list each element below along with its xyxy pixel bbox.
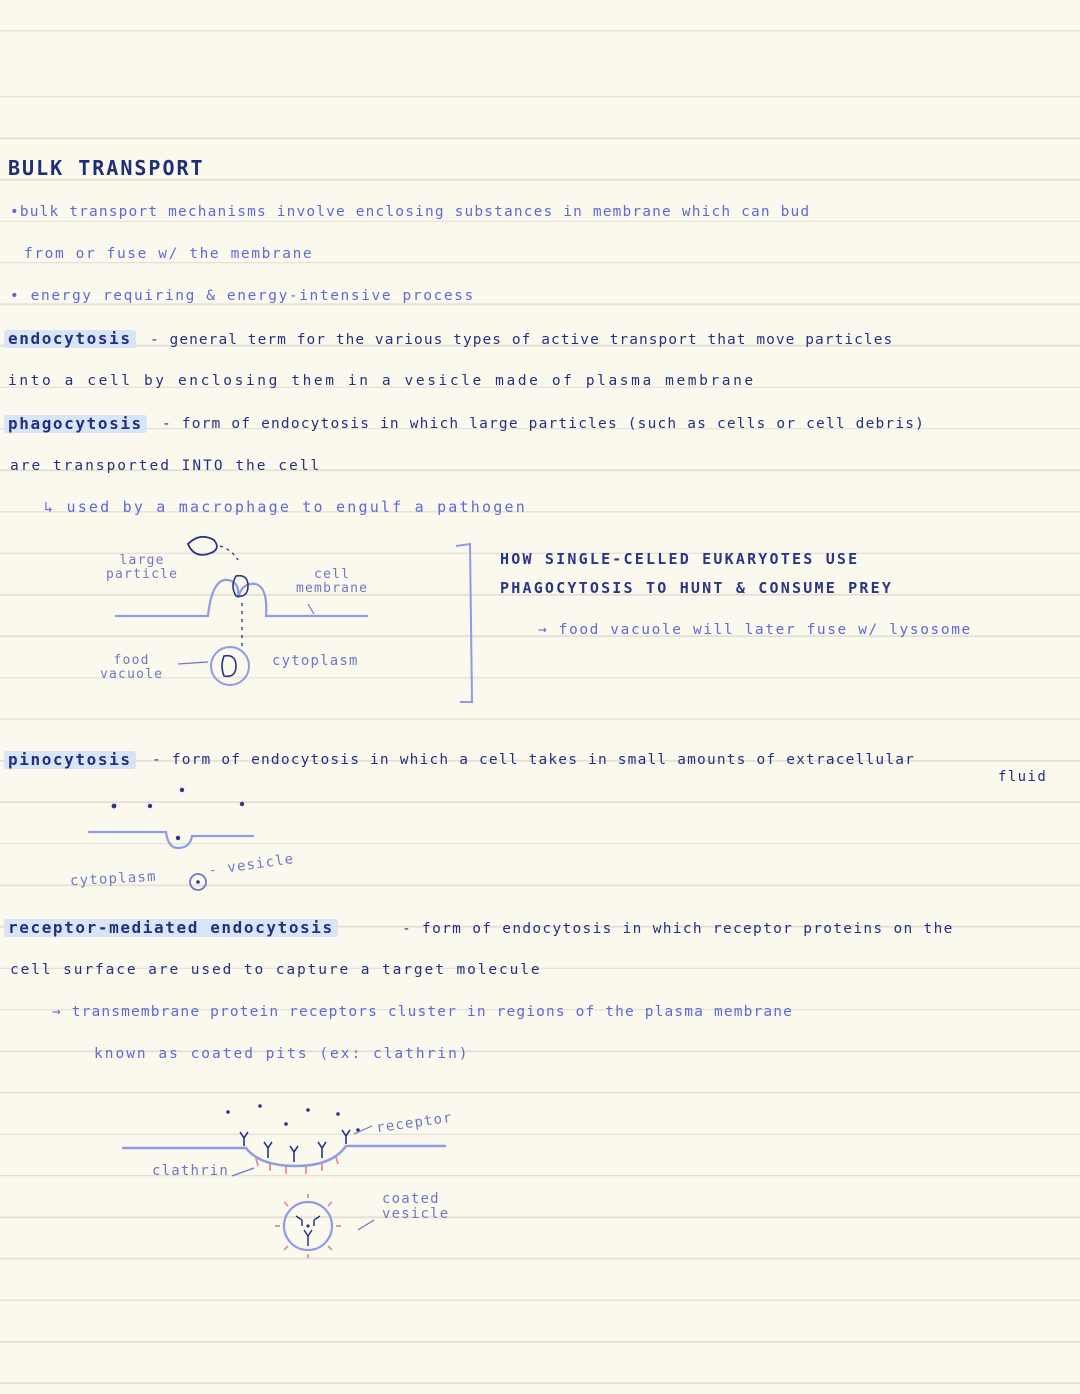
intro-line-2: from or fuse w/ the membrane [24,246,314,262]
endocytosis-line-1: - general term for the various types of active transport that move particles [150,332,894,348]
side-note-line-2: PHAGOCYTOSIS TO HUNT & CONSUME PREY [500,579,894,597]
label-food-vacuole-line-2: vacuole [100,666,164,682]
label-receptor: receptor [375,1109,454,1137]
bracket [450,538,480,708]
label-cytoplasm-phago: cytoplasm [272,653,359,669]
label-food-vacuole-line-1: food [113,653,150,668]
term-phagocytosis: phagocytosis [4,415,147,433]
term-endocytosis: endocytosis [4,330,136,348]
receptor-line-1: - form of endocytosis in which receptor proteins on the [402,921,954,937]
side-note-line-3: → food vacuole will later fuse w/ lysosome [538,622,972,638]
receptor-line-4: known as coated pits (ex: clathrin) [94,1046,470,1062]
receptor-line-3: → transmembrane protein receptors cluster in regions of the plasma membrane [52,1004,793,1020]
side-note-line-1: HOW SINGLE-CELLED EUKARYOTES USE [500,550,860,568]
pinocytosis-diagram [80,780,300,860]
endocytosis-line-2: into a cell by enclosing them in a vesicle made of plasma membrane [8,373,756,389]
label-large-particle-line-1: large [119,553,165,568]
label-large-particle-line-2: particle [106,566,179,582]
label-cell-membrane [296,568,368,595]
label-cytoplasm-pino: cytoplasm [69,868,158,890]
label-coated-vesicle-line-2: vesicle [382,1206,450,1223]
pinocytosis-line-2: fluid [998,769,1048,785]
term-pinocytosis: pinocytosis [4,751,136,769]
label-large-particle [106,554,178,581]
label-cell-membrane-line-2: membrane [296,580,369,596]
pinocytosis-line-1: - form of endocytosis in which a cell takes in small amounts of extracellular [152,752,916,768]
phagocytosis-note: ↳ used by a macrophage to engulf a pathogen [44,498,527,516]
label-coated-vesicle [382,1192,449,1223]
intro-line-3: • energy requiring & energy-intensive process [10,288,475,304]
label-cell-membrane-line-1: cell [314,567,351,582]
label-vesicle-text: vesicle [226,851,296,877]
intro-line-1: •bulk transport mechanisms involve enclosing substances in membrane which can bud [10,204,811,220]
label-food-vacuole [100,654,163,681]
label-clathrin: clathrin [152,1163,230,1179]
label-vesicle-pino: - vesicle [207,851,296,879]
term-receptor-mediated: receptor-mediated endocytosis [4,919,338,937]
receptor-line-2: cell surface are used to capture a target molecule [10,962,542,978]
label-coated-vesicle-line-1: coated [382,1191,440,1207]
phagocytosis-line-2: are transported INTO the cell [10,458,322,474]
page-title: BULK TRANSPORT [8,156,205,180]
vesicle-icon [186,870,210,894]
phagocytosis-line-1: - form of endocytosis in which large particles (such as cells or cell debris) [162,416,926,432]
